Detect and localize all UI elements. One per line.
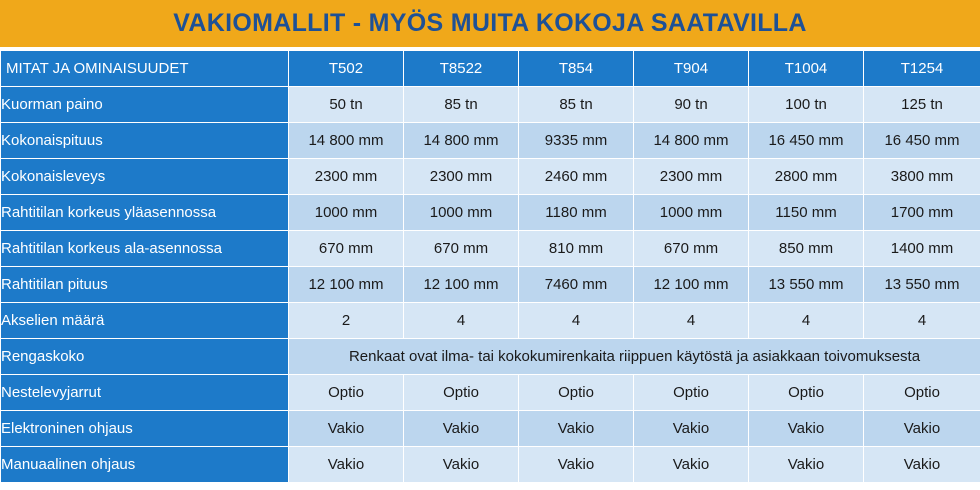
table-cell: Vakio: [404, 447, 519, 483]
table-cell: Vakio: [404, 411, 519, 447]
row-label: Rahtitilan pituus: [1, 267, 289, 303]
table-cell: Optio: [519, 375, 634, 411]
row-label: Kokonaisleveys: [1, 159, 289, 195]
table-row: [1, 267, 980, 303]
table-cell: 4: [519, 303, 634, 339]
table-cell: 1400 mm: [864, 231, 980, 267]
row-label: Kokonaispituus: [1, 123, 289, 159]
table-row: [1, 303, 980, 339]
header-model: T502: [289, 51, 404, 87]
row-label: Manuaalinen ohjaus: [1, 447, 289, 483]
table-row: [1, 159, 980, 195]
header-model: T854: [519, 51, 634, 87]
table-cell: Vakio: [289, 411, 404, 447]
table-cell-span: Renkaat ovat ilma- tai kokokumirenkaita riippuen käytöstä ja asiakkaan toivomuksesta: [289, 339, 980, 375]
table-cell: 4: [749, 303, 864, 339]
row-label: Akselien määrä: [1, 303, 289, 339]
table-cell: Optio: [634, 375, 749, 411]
header-row: [1, 51, 980, 87]
header-model: T904: [634, 51, 749, 87]
table-row: [1, 339, 980, 375]
table-cell: 1180 mm: [519, 195, 634, 231]
table-cell: 670 mm: [634, 231, 749, 267]
table-cell: Vakio: [864, 411, 980, 447]
table-row: [1, 447, 980, 483]
table-cell: 12 100 mm: [289, 267, 404, 303]
row-label: Rahtitilan korkeus yläasennossa: [1, 195, 289, 231]
table-cell: 14 800 mm: [634, 123, 749, 159]
header-model: T1254: [864, 51, 980, 87]
row-label: Nestelevyjarrut: [1, 375, 289, 411]
table-cell: 4: [864, 303, 980, 339]
table-cell: 810 mm: [519, 231, 634, 267]
table-cell: 13 550 mm: [749, 267, 864, 303]
table-cell: 7460 mm: [519, 267, 634, 303]
row-label: Rengaskoko: [1, 339, 289, 375]
table-cell: Vakio: [749, 411, 864, 447]
table-cell: 85 tn: [519, 87, 634, 123]
table-cell: 100 tn: [749, 87, 864, 123]
table-cell: 16 450 mm: [864, 123, 980, 159]
table-cell: Vakio: [749, 447, 864, 483]
spec-table: [0, 50, 980, 483]
table-cell: 1150 mm: [749, 195, 864, 231]
table-cell: 2300 mm: [634, 159, 749, 195]
table-cell: 2: [289, 303, 404, 339]
header-model: T8522: [404, 51, 519, 87]
table-cell: 14 800 mm: [289, 123, 404, 159]
table-cell: Vakio: [634, 411, 749, 447]
table-cell: 2800 mm: [749, 159, 864, 195]
table-cell: 850 mm: [749, 231, 864, 267]
table-row: [1, 411, 980, 447]
table-cell: 125 tn: [864, 87, 980, 123]
table-cell: 2460 mm: [519, 159, 634, 195]
table-cell: 670 mm: [404, 231, 519, 267]
table-row: [1, 195, 980, 231]
table-cell: Vakio: [634, 447, 749, 483]
table-cell: Optio: [864, 375, 980, 411]
table-cell: Optio: [289, 375, 404, 411]
table-cell: 4: [634, 303, 749, 339]
row-label: Elektroninen ohjaus: [1, 411, 289, 447]
title-bar: [0, 0, 980, 50]
table-cell: 16 450 mm: [749, 123, 864, 159]
table-row: [1, 123, 980, 159]
table-cell: 13 550 mm: [864, 267, 980, 303]
table-cell: 1000 mm: [404, 195, 519, 231]
table-cell: 1700 mm: [864, 195, 980, 231]
table-cell: Vakio: [289, 447, 404, 483]
table-cell: 2300 mm: [289, 159, 404, 195]
table-cell: Vakio: [864, 447, 980, 483]
table-cell: 12 100 mm: [404, 267, 519, 303]
table-row: [1, 87, 980, 123]
table-cell: 1000 mm: [289, 195, 404, 231]
table-cell: 9335 mm: [519, 123, 634, 159]
table-cell: Optio: [404, 375, 519, 411]
header-label: MITAT JA OMINAISUUDET: [1, 51, 289, 87]
table-cell: 50 tn: [289, 87, 404, 123]
table-cell: 12 100 mm: [634, 267, 749, 303]
table-cell: Optio: [749, 375, 864, 411]
header-model: T1004: [749, 51, 864, 87]
table-cell: 1000 mm: [634, 195, 749, 231]
table-cell: 90 tn: [634, 87, 749, 123]
table-cell: Vakio: [519, 447, 634, 483]
page-title: VAKIOMALLIT - MYÖS MUITA KOKOJA SAATAVILLA: [173, 9, 807, 37]
table-cell: Vakio: [519, 411, 634, 447]
table-row: [1, 231, 980, 267]
row-label: Kuorman paino: [1, 87, 289, 123]
table-cell: 85 tn: [404, 87, 519, 123]
table-cell: 14 800 mm: [404, 123, 519, 159]
table-row: [1, 375, 980, 411]
table-cell: 670 mm: [289, 231, 404, 267]
table-cell: 2300 mm: [404, 159, 519, 195]
table-cell: 4: [404, 303, 519, 339]
row-label: Rahtitilan korkeus ala-asennossa: [1, 231, 289, 267]
table-cell: 3800 mm: [864, 159, 980, 195]
